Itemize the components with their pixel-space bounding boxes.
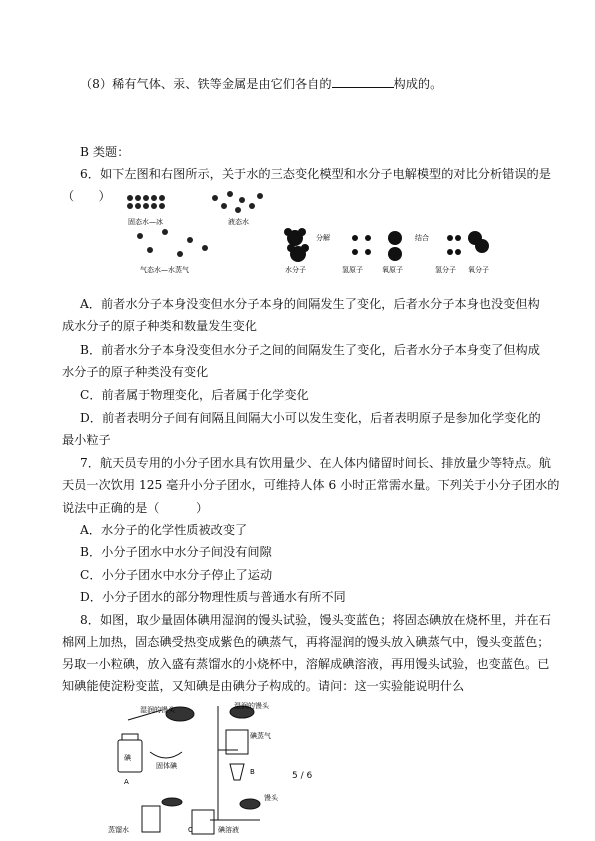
label-iodine-vapor: 碘蒸气 [250, 732, 271, 740]
q8-stem-1: 8．如图，取少量固体碘用湿润的馒头试验，馒头变蓝色；将固态碘放在烧杯里，并在石 [80, 613, 551, 627]
q6-option-d-2: 最小粒子 [62, 433, 111, 447]
burner-icon [230, 764, 244, 780]
label-h-molecule: 氢分子 [435, 266, 456, 274]
q7-stem-2: 天员一次饮用 125 毫升小分子团水，可维持人体 6 小时正常需水量。下列关于小分子团水的 [62, 478, 560, 492]
label-combine: 结合 [415, 234, 429, 242]
bun-c-icon [240, 799, 260, 809]
liquid-model [212, 191, 263, 213]
q6-figure [120, 190, 500, 280]
electrolysis-model [284, 228, 489, 262]
label-distilled: 蒸馏水 [108, 826, 129, 834]
page-number: 5 / 6 [292, 771, 313, 781]
label-split: 分解 [316, 234, 330, 242]
label-iodine-solution: 碘溶液 [218, 826, 239, 834]
label-hydrogen-atom: 氢原子 [342, 266, 363, 274]
q8-item-prefix: （8）稀有气体、汞、铁等金属是由它们各自的 [80, 77, 332, 91]
q8-stem-4: 知碘能使淀粉变蓝，又知碘是由碘分子构成的。请问：这一实验能说明什么 [62, 679, 465, 693]
label-solid-iodine: 固体碘 [156, 762, 177, 770]
label-b: B [250, 768, 255, 776]
label-c: C [188, 826, 193, 834]
q6-option-b-1: B．前者水分子本身没变但水分子之间的间隔发生了变化，后者水分子本身变了但构成 [80, 343, 540, 357]
q8-experiment-figure [100, 700, 360, 838]
label-liquid: 液态水 [228, 218, 249, 226]
label-a: A [124, 778, 129, 786]
q8-item-line [80, 75, 442, 93]
q8-stem-2: 棉网上加热，固态碘受热变成紫色的碘蒸气，再将湿润的馒头放入碘蒸气中，馒头变蓝色； [62, 635, 550, 649]
q6-option-c: C．前者属于物理变化，后者属于化学变化 [80, 388, 309, 402]
label-water-molecule: 水分子 [285, 266, 306, 274]
q6-stem-2: （ ） [62, 189, 111, 203]
q7-option-d: D．小分子团水的部分物理性质与普通水有所不同 [80, 590, 346, 604]
q7-stem-1: 7．航天员专用的小分子团水具有饮用量少、在人体内储留时间长、排放量少等特点。航 [80, 456, 551, 470]
ice-model [127, 195, 165, 209]
distilled-beaker-icon [142, 806, 160, 832]
dish-icon [150, 752, 182, 758]
label-solid: 固态水—冰 [128, 218, 163, 226]
label-gas: 气态水—水蒸气 [140, 266, 189, 274]
q8-stem-3: 另取一小粒碘，放入盛有蒸馏水的小烧杯中，溶解成碘溶液，再用馒头试验，也变蓝色。已 [62, 657, 550, 671]
answer-blank[interactable] [332, 76, 394, 88]
q7-stem-3: 说法中正确的是（ ） [62, 501, 209, 515]
label-o-molecule: 氧分子 [468, 266, 489, 274]
q6-option-d-1: D．前者表明分子间有间隔且间隔大小可以发生变化，后者表明原子是参加化学变化的 [80, 411, 541, 425]
gas-model [137, 229, 208, 257]
label-wet-bun-2: 湿润的馒头 [234, 702, 269, 710]
q6-option-b-2: 水分子的原子种类没有变化 [62, 365, 209, 379]
q7-option-c: C．小分子团水中水分子停止了运动 [80, 568, 273, 582]
label-oxygen-atom: 氧原子 [382, 266, 403, 274]
q7-option-b: B．小分子团水中水分子间没有间隙 [80, 545, 272, 559]
q7-option-a: A．水分子的化学性质被改变了 [80, 523, 248, 537]
q8-item-suffix: 构成的。 [393, 77, 443, 91]
beaker-c-icon [192, 810, 214, 834]
q6-stem-1: 6．如下左图和右图所示，关于水的三态变化模型和水分子电解模型的对比分析错误的是 [80, 167, 551, 181]
label-wet-bun: 湿润的馒头 [140, 706, 175, 714]
section-b-heading: B 类题： [80, 145, 130, 159]
label-bun: 馒头 [264, 794, 278, 802]
label-iodine: 碘 [124, 754, 131, 762]
q6-option-a-2: 成水分子的原子种类和数量发生变化 [62, 319, 257, 333]
q6-option-a-1: A．前者水分子本身没变但水分子本身的间隔发生了变化，后者水分子本身也没变但构 [80, 297, 540, 311]
